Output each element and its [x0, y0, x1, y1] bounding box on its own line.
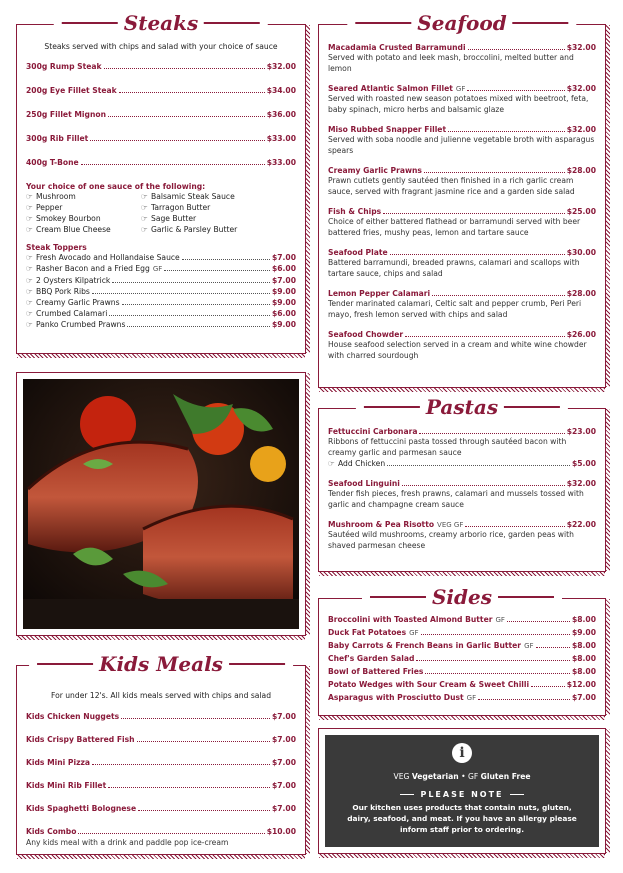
seafood-item-line-price: $25.00 [566, 207, 596, 216]
side-item-leader [425, 673, 570, 674]
steak-item-name: 300g Rump Steak [26, 62, 102, 71]
seafood-item-line [328, 330, 596, 339]
kids-item [26, 804, 296, 813]
topper-item-name: Rasher Bacon and a Fried Egg [36, 264, 150, 273]
steak-item-leader [81, 164, 265, 165]
side-item-leader [478, 699, 570, 700]
pasta-addon-price: $5.00 [571, 459, 596, 468]
topper-item-leader [127, 326, 270, 327]
pasta-item-line [328, 427, 596, 436]
steak-item-price: $36.00 [266, 110, 296, 119]
pasta-item-line-name: Mushroom & Pea Risotto [328, 520, 435, 529]
hand-pointer-icon: ☞ [26, 287, 33, 296]
side-item-name: Potato Wedges with Sour Cream & Sweet Chilli [328, 680, 530, 689]
steak-item [26, 134, 296, 143]
steak-image [23, 379, 299, 629]
sauce-option [141, 202, 296, 213]
seafood-item-line [328, 289, 596, 298]
hand-pointer-icon: ☞ [26, 192, 33, 201]
seafood-item-line-price: $32.00 [566, 125, 596, 134]
seafood-item [328, 289, 596, 320]
info-icon: i [452, 743, 472, 763]
topper-item-name: Crumbed Calamari [36, 309, 108, 318]
hand-pointer-icon: ☞ [141, 214, 148, 223]
kids-item [26, 735, 296, 744]
side-item-diet-tag: GF [495, 616, 505, 624]
seafood-item-desc: Choice of either battered flathead or barramundi served with beer battered fries, mushy peas, lemon and tartare sauce [328, 217, 581, 237]
side-item-leader [531, 686, 565, 687]
seafood-item-line-name: Seared Atlantic Salmon Fillet [328, 84, 453, 93]
side-item-diet-tag: GF [466, 694, 477, 702]
topper-item [26, 319, 296, 330]
topper-item-name: BBQ Pork Ribs [36, 287, 90, 296]
kids-item-price: $7.00 [271, 781, 296, 790]
topper-item-price: $7.00 [271, 276, 296, 285]
seafood-item-desc: Served with roasted new season potatoes mixed with beetroot, feta, baby spinach, micro herbs and balsamic glaze [328, 94, 589, 114]
steak-item [26, 62, 296, 71]
hand-pointer-icon: ☞ [26, 225, 33, 234]
seafood-item-line-leader [383, 213, 565, 214]
pasta-item-line-name: Fettuccini Carbonara [328, 427, 418, 436]
seafood-title: Seafood [347, 11, 576, 35]
sauce-option [141, 224, 296, 235]
side-item-leader [416, 660, 570, 661]
kids-item-price: $7.00 [271, 804, 296, 813]
kids-item-name: Kids Crispy Battered Fish [26, 735, 135, 744]
topper-item-name: 2 Oysters Kilpatrick [36, 276, 111, 285]
seafood-item-line-price: $26.00 [566, 330, 596, 339]
seafood-item-line [328, 43, 596, 52]
pastas-title: Pastas [356, 395, 568, 419]
seafood-item-line [328, 166, 596, 175]
sauce-option [26, 191, 141, 202]
pasta-item [328, 479, 596, 510]
topper-item-price: $9.00 [271, 298, 296, 307]
hand-pointer-icon: ☞ [141, 203, 148, 212]
hand-pointer-icon: ☞ [26, 203, 33, 212]
topper-item-name: Fresh Avocado and Hollandaise Sauce [36, 253, 180, 262]
topper-item-name: Panko Crumbed Prawns [36, 320, 126, 329]
kids-combo-desc: Any kids meal with a drink and paddle pop ice-cream [26, 838, 229, 847]
topper-item [26, 286, 296, 297]
side-item-price: $12.00 [566, 680, 596, 689]
sides-section [318, 585, 606, 716]
steak-item-price: $34.00 [266, 86, 296, 95]
hand-pointer-icon: ☞ [141, 192, 148, 201]
topper-item-leader [164, 270, 270, 271]
seafood-item-desc: Tender marinated calamari, Celtic salt and pepper crumb, Peri Peri mayo, fresh lemon served with chips and salad [328, 299, 582, 319]
steak-item-name: 250g Fillet Mignon [26, 110, 106, 119]
seafood-item-line-name: Seafood Plate [328, 248, 388, 257]
steak-item [26, 110, 296, 119]
pasta-item-line-price: $23.00 [566, 427, 596, 436]
pasta-item-line-name: Seafood Linguini [328, 479, 400, 488]
note-title: PLEASE NOTE [325, 790, 599, 799]
hand-pointer-icon: ☞ [26, 264, 33, 273]
kids-item-leader [138, 810, 270, 811]
hand-pointer-icon: ☞ [26, 253, 33, 262]
seafood-item-desc: Battered barramundi, breaded prawns, calamari and scallops with tartare sauce, chips and salad [328, 258, 580, 278]
seafood-item-line-price: $30.00 [566, 248, 596, 257]
seafood-item-line-price: $32.00 [566, 43, 596, 52]
sauce-option-label: Cream Blue Cheese [36, 225, 111, 234]
info-panel [325, 735, 599, 847]
seafood-item-line [328, 207, 596, 216]
kids-item-leader [92, 764, 270, 765]
kids-title: Kids Meals [29, 652, 293, 676]
topper-item [26, 252, 296, 263]
pasta-addon-name: Add Chicken [338, 459, 386, 468]
steak-item-leader [119, 92, 265, 93]
sauce-option [26, 213, 141, 224]
hand-pointer-icon: ☞ [26, 320, 33, 329]
pasta-item-line-diet-tag: VEG GF [437, 521, 464, 529]
pasta-item-line [328, 520, 596, 529]
sauce-option [141, 213, 296, 224]
topper-item [26, 308, 296, 319]
pasta-item-line-leader [402, 485, 565, 486]
pastas-section [318, 395, 606, 572]
topper-item-leader [182, 259, 270, 260]
kids-item-name: Kids Mini Rib Fillet [26, 781, 107, 790]
steak-item-name: 200g Eye Fillet Steak [26, 86, 117, 95]
sauce-option-label: Garlic & Parsley Butter [151, 225, 238, 234]
sauce-option-label: Balsamic Steak Sauce [151, 192, 235, 201]
topper-item [26, 263, 296, 275]
kids-item-name: Kids Mini Pizza [26, 758, 91, 767]
kids-item [26, 712, 296, 721]
seafood-item-line-name: Miso Rubbed Snapper Fillet [328, 125, 447, 134]
kids-item-name: Kids Spaghetti Bolognese [26, 804, 137, 813]
side-item-name: Duck Fat Potatoes [328, 628, 407, 637]
topper-item-leader [112, 282, 270, 283]
side-item-leader [421, 634, 570, 635]
side-item-price: $8.00 [571, 654, 596, 663]
hand-pointer-icon: ☞ [141, 225, 148, 234]
seafood-item-line-leader [468, 49, 565, 50]
seafood-item-line [328, 248, 596, 257]
topper-item-leader [92, 293, 270, 294]
seafood-item-line-leader [390, 254, 565, 255]
seafood-item-line-diet-tag: GF [455, 85, 466, 93]
side-item-price: $8.00 [571, 667, 596, 676]
pasta-item-line-price: $32.00 [566, 479, 596, 488]
topper-item-name: Creamy Garlic Prawns [36, 298, 120, 307]
hand-pointer-icon: ☞ [26, 309, 33, 318]
pasta-addon-leader [387, 465, 570, 466]
sauce-option [26, 202, 141, 213]
seafood-item-line-leader [448, 131, 565, 132]
seafood-item-desc: Prawn cutlets gently sautéed then finished in a rich garlic cream sauce, served with fragrant jasmine rice and a garden side salad [328, 176, 575, 196]
sauce-option-label: Mushroom [36, 192, 76, 201]
hand-pointer-icon: ☞ [26, 276, 33, 285]
seafood-item-line [328, 84, 596, 93]
steak-photo [16, 372, 306, 636]
seafood-item [328, 125, 596, 156]
steak-item-price: $33.00 [266, 158, 296, 167]
side-item [328, 615, 596, 624]
sauce-option [26, 224, 141, 235]
topper-item-price: $6.00 [271, 264, 296, 273]
side-item-price: $9.00 [571, 628, 596, 637]
side-item-name: Broccolini with Toasted Almond Butter [328, 615, 493, 624]
side-item [328, 693, 596, 702]
side-item [328, 628, 596, 637]
dietary-legend: VEG Vegetarian • GF Gluten Free [393, 772, 531, 781]
side-item-diet-tag: GF [409, 629, 419, 637]
seafood-section [318, 11, 606, 388]
steaks-section [16, 11, 306, 354]
info-section [318, 728, 606, 854]
toppers-heading: Steak Toppers [26, 243, 87, 252]
seafood-item [328, 248, 596, 279]
kids-item-price: $7.00 [271, 735, 296, 744]
side-item-name: Bowl of Battered Fries [328, 667, 424, 676]
pasta-item [328, 427, 596, 469]
sauce-heading: Your choice of one sauce of the following: [26, 182, 206, 191]
seafood-item-line-price: $32.00 [566, 84, 596, 93]
sauce-option-label: Pepper [36, 203, 63, 212]
seafood-item-line-price: $28.00 [566, 289, 596, 298]
steak-item-price: $33.00 [266, 134, 296, 143]
sauce-option-label: Tarragon Butter [151, 203, 211, 212]
steak-item-leader [90, 140, 264, 141]
side-item-name: Baby Carrots & French Beans in Garlic Butter [328, 641, 522, 650]
topper-item [26, 297, 296, 308]
kids-item-name: Kids Chicken Nuggets [26, 712, 120, 721]
seafood-item-desc: Served with soba noodle and julienne vegetable broth with asparagus spears [328, 135, 595, 155]
steaks-intro: Steaks served with chips and salad with your choice of sauce [44, 42, 278, 51]
seafood-item-desc: Served with potato and leek mash, broccolini, melted butter and lemon [328, 53, 574, 73]
topper-diet-tag: GF [152, 265, 163, 273]
topper-item-price: $7.00 [271, 253, 296, 262]
seafood-item-line-leader [424, 172, 565, 173]
steak-item-name: 300g Rib Fillet [26, 134, 89, 143]
side-item [328, 680, 596, 689]
topper-item-price: $9.00 [271, 287, 296, 296]
seafood-item-line-price: $28.00 [566, 166, 596, 175]
steaks-title: Steaks [54, 11, 268, 35]
seafood-item [328, 166, 596, 197]
side-item-name: Asparagus with Prosciutto Dust [328, 693, 464, 702]
side-item-leader [536, 647, 570, 648]
seafood-item [328, 330, 596, 361]
side-item [328, 641, 596, 650]
seafood-item-line-name: Fish & Chips [328, 207, 382, 216]
kids-item [26, 781, 296, 790]
kids-item-price: $7.00 [271, 758, 296, 767]
seafood-item-line-name: Lemon Pepper Calamari [328, 289, 431, 298]
seafood-item-line-name: Creamy Garlic Prawns [328, 166, 422, 175]
side-item-price: $8.00 [571, 615, 596, 624]
pasta-addon [328, 458, 596, 469]
seafood-item-line-name: Seafood Chowder [328, 330, 404, 339]
sauce-option-label: Sage Butter [151, 214, 197, 223]
kids-item-leader [108, 787, 270, 788]
topper-item-price: $9.00 [271, 320, 296, 329]
steak-item-name: 400g T-Bone [26, 158, 79, 167]
hand-pointer-icon: ☞ [26, 214, 33, 223]
kids-item-leader [78, 833, 264, 834]
kids-item [26, 827, 296, 836]
sauce-option-label: Smokey Bourbon [36, 214, 101, 223]
seafood-item-line [328, 125, 596, 134]
seafood-item-line-leader [467, 90, 564, 91]
steak-item [26, 86, 296, 95]
pasta-item-line-price: $22.00 [566, 520, 596, 529]
side-item-name: Chef's Garden Salad [328, 654, 415, 663]
pasta-item-line [328, 479, 596, 488]
kids-section [16, 652, 306, 855]
side-item [328, 654, 596, 663]
steak-item-price: $32.00 [266, 62, 296, 71]
hand-pointer-icon: ☞ [26, 298, 33, 307]
pasta-item-desc: Tender fish pieces, fresh prawns, calamari and mussels tossed with garlic and champagne cream sauce [328, 489, 584, 509]
kids-item-leader [121, 718, 270, 719]
steak-item [26, 158, 296, 167]
kids-item-price: $7.00 [271, 712, 296, 721]
seafood-item-desc: House seafood selection served in a cream and white wine chowder with charred sourdough [328, 340, 587, 360]
side-item-diet-tag: GF [524, 642, 534, 650]
topper-item-leader [122, 304, 270, 305]
sauce-option [141, 191, 296, 202]
sides-title: Sides [362, 585, 562, 609]
seafood-item-line-leader [405, 336, 565, 337]
seafood-item-line-name: Macadamia Crusted Barramundi [328, 43, 466, 52]
seafood-item [328, 207, 596, 238]
topper-item-price: $6.00 [271, 309, 296, 318]
note-text: Our kitchen uses products that contain nuts, gluten, dairy, seafood, and meat. If you have an allergy please inform staff prior to ordering. [347, 803, 577, 834]
steak-item-leader [108, 116, 265, 117]
topper-item-leader [109, 315, 270, 316]
pasta-item [328, 520, 596, 551]
kids-item [26, 758, 296, 767]
seafood-item-line-leader [432, 295, 565, 296]
seafood-item [328, 84, 596, 115]
kids-intro: For under 12's. All kids meals served with chips and salad [50, 691, 272, 700]
side-item-leader [507, 621, 570, 622]
pasta-item-desc: Ribbons of fettuccini pasta tossed through sautéed bacon with creamy garlic and parmesan sauce [328, 437, 567, 457]
seafood-item [328, 43, 596, 74]
kids-item-price: $10.00 [266, 827, 296, 836]
hand-pointer-icon: ☞ [328, 459, 335, 468]
topper-item [26, 275, 296, 286]
pasta-item-line-leader [419, 433, 564, 434]
pasta-item-line-leader [465, 526, 564, 527]
side-item-price: $7.00 [571, 693, 596, 702]
side-item [328, 667, 596, 676]
kids-item-name: Kids Combo [26, 827, 77, 836]
side-item-price: $8.00 [571, 641, 596, 650]
steak-item-leader [104, 68, 265, 69]
pasta-item-desc: Sautéed wild mushrooms, creamy arborio rice, garden peas with shaved parmesan cheese [328, 530, 574, 550]
kids-item-leader [137, 741, 270, 742]
